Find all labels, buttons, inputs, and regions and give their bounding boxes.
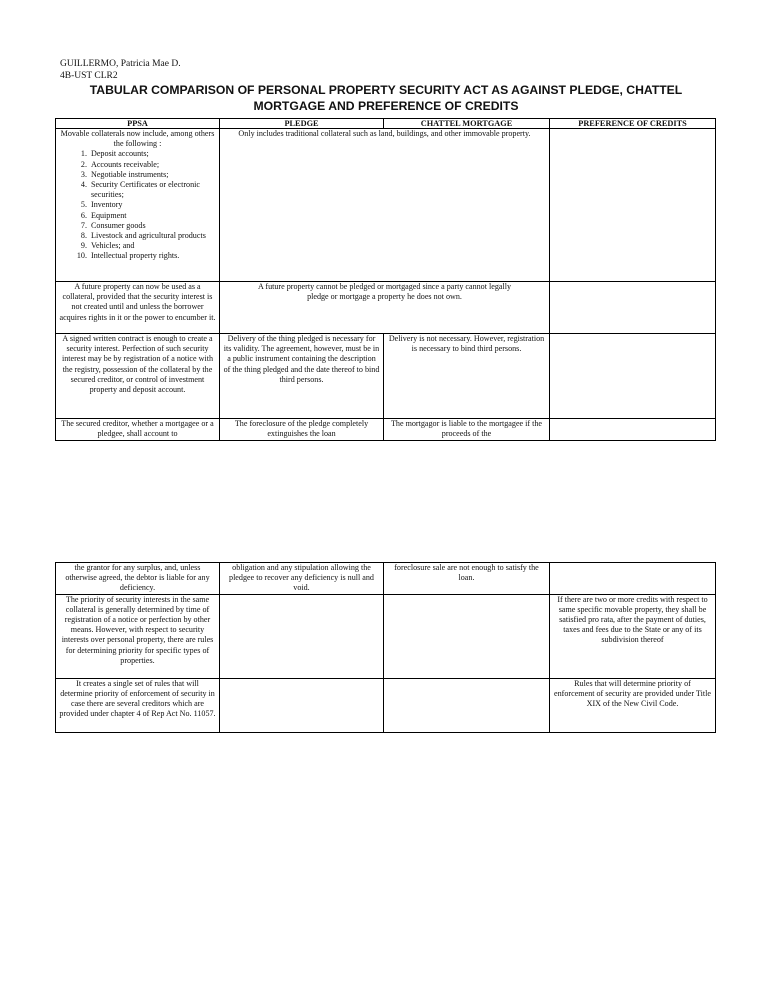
- cell-ppsa: the grantor for any surplus, and, unless otherwise agreed, the debtor is liable for any deficiency.: [56, 563, 220, 595]
- cell-preference: [550, 282, 716, 334]
- cell-pledge-chattel: [220, 282, 550, 334]
- collateral-list: [59, 149, 216, 261]
- list-text: Accounts receivable;: [91, 159, 160, 169]
- list-text: Inventory: [91, 200, 123, 210]
- collateral-list-item: [80, 210, 216, 221]
- cell-pledge: The foreclosure of the pledge completely extinguishes the loan: [220, 419, 384, 441]
- list-text: Intellectual property rights.: [91, 251, 180, 261]
- cell-ppsa: The priority of security interests in the same collateral is generally determined by time of registration of a notice or perfection by other means. However, with respect to security interests over personal property, there are rules for determining priority for specific types of properties.: [56, 594, 220, 678]
- list-number: 9.: [80, 241, 87, 251]
- list-text: Security Certificates or electronic securities;: [91, 180, 200, 200]
- list-number: 8.: [80, 231, 87, 241]
- list-text: Negotiable instruments;: [91, 169, 169, 179]
- table-row: [56, 419, 716, 441]
- cell-pledge: obligation and any stipulation allowing the pledgee to recover any deficiency is null and void.: [220, 563, 384, 595]
- cell-chattel: [384, 594, 550, 678]
- author-section: 4B-UST CLR2: [60, 71, 118, 81]
- list-text: Livestock and agricultural products: [91, 231, 206, 241]
- cell-pledge-chattel: [220, 129, 550, 282]
- list-number: 7.: [80, 220, 87, 230]
- list-number: 5.: [80, 200, 87, 210]
- list-number: 1.: [80, 149, 87, 159]
- cell-ppsa: The secured creditor, whether a mortgagee or a pledgee, shall account to: [56, 419, 220, 441]
- table-row: [56, 678, 716, 732]
- collateral-list-item: [80, 159, 216, 170]
- cell-text: Only includes traditional collateral such as land, buildings, and other immovable property.: [238, 129, 531, 138]
- collateral-list-item: [80, 241, 216, 251]
- cell-pledge: Delivery of the thing pledged is necessary for its validity. The agreement, however, must be in a public instrument containing the description of the thing pledged and the date thereof to bind third persons.: [220, 334, 384, 419]
- header-chattel-mortgage: CHATTEL MORTGAGE: [384, 119, 550, 129]
- collateral-list-item: [76, 251, 216, 261]
- cell-preference: [550, 129, 716, 282]
- list-number: 6.: [80, 210, 87, 220]
- list-text: Deposit accounts;: [91, 149, 149, 159]
- cell-chattel: [384, 678, 550, 732]
- cell-chattel: foreclosure sale are not enough to satisfy the loan.: [384, 563, 550, 595]
- list-text: Consumer goods: [91, 220, 146, 230]
- list-text: Equipment: [91, 210, 127, 220]
- cell-ppsa: [56, 129, 220, 282]
- cell-preference: [550, 419, 716, 441]
- list-number: 3.: [80, 169, 87, 179]
- cell-preference: [550, 563, 716, 595]
- cell-preference: If there are two or more credits with respect to same specific movable property, they shall be satisfied pro rata, after the payment of duties, taxes and fees due to the State or any of its subdivision thereof: [550, 594, 716, 678]
- collateral-list-item: [80, 200, 216, 210]
- table-row: [56, 594, 716, 678]
- collateral-list-item: [80, 149, 216, 159]
- cell-chattel: Delivery is not necessary. However, registration is necessary to bind third persons.: [384, 334, 550, 419]
- header-preference-of-credits: PREFERENCE OF CREDITS: [550, 119, 716, 129]
- table-row: [56, 129, 716, 282]
- document-title: TABULAR COMPARISON OF PERSONAL PROPERTY SECURITY ACT AS AGAINST PLEDGE, CHATTEL MORTGAGE AND PREFERENCE OF CREDITS: [89, 83, 683, 113]
- author-block: [60, 58, 181, 82]
- table-row: [56, 282, 716, 334]
- cell-ppsa: A future property can now be used as a collateral, provided that the security interest is not created until and unless the borrower acquires rights in it or the power to encumber it.: [56, 282, 220, 334]
- cell-preference: [550, 334, 716, 419]
- header-ppsa: PPSA: [56, 119, 220, 129]
- header-pledge: PLEDGE: [220, 119, 384, 129]
- comparison-table-part2: [55, 562, 716, 733]
- cell-pledge: [220, 678, 384, 732]
- collaterals-intro: Movable collaterals now include, among others the following :: [60, 129, 215, 149]
- list-number: 10.: [76, 251, 87, 261]
- collateral-list-item: [80, 169, 216, 180]
- cell-ppsa: It creates a single set of rules that will determine priority of enforcement of security in case there are several creditors which are provided under chapter 4 of Rep Act No. 11057.: [56, 678, 220, 732]
- cell-text: A future property cannot be pledged or mortgaged since a party cannot legally pledge or mortgage a property he does not own.: [257, 282, 512, 302]
- list-number: 2.: [80, 159, 87, 169]
- table-row: [56, 334, 716, 419]
- list-number: 4.: [80, 180, 87, 190]
- table-header-row: [56, 119, 716, 129]
- comparison-table-part1: [55, 118, 716, 441]
- list-text: Vehicles; and: [91, 241, 135, 251]
- cell-chattel: The mortgagor is liable to the mortgagee if the proceeds of the: [384, 419, 550, 441]
- cell-ppsa: A signed written contract is enough to create a security interest. Perfection of such security interest may be by registration of a notice with the registry, possession of the collateral by the secured creditor, or control of investment property and deposit account.: [56, 334, 220, 419]
- collateral-list-item: [80, 220, 216, 231]
- collateral-list-item: [80, 180, 216, 200]
- cell-pledge: [220, 594, 384, 678]
- cell-preference: Rules that will determine priority of enforcement of security are provided under Title XIX of the New Civil Code.: [550, 678, 716, 732]
- table-row: [56, 563, 716, 595]
- author-name: GUILLERMO, Patricia Mae D.: [60, 59, 181, 69]
- collateral-list-item: [80, 231, 216, 241]
